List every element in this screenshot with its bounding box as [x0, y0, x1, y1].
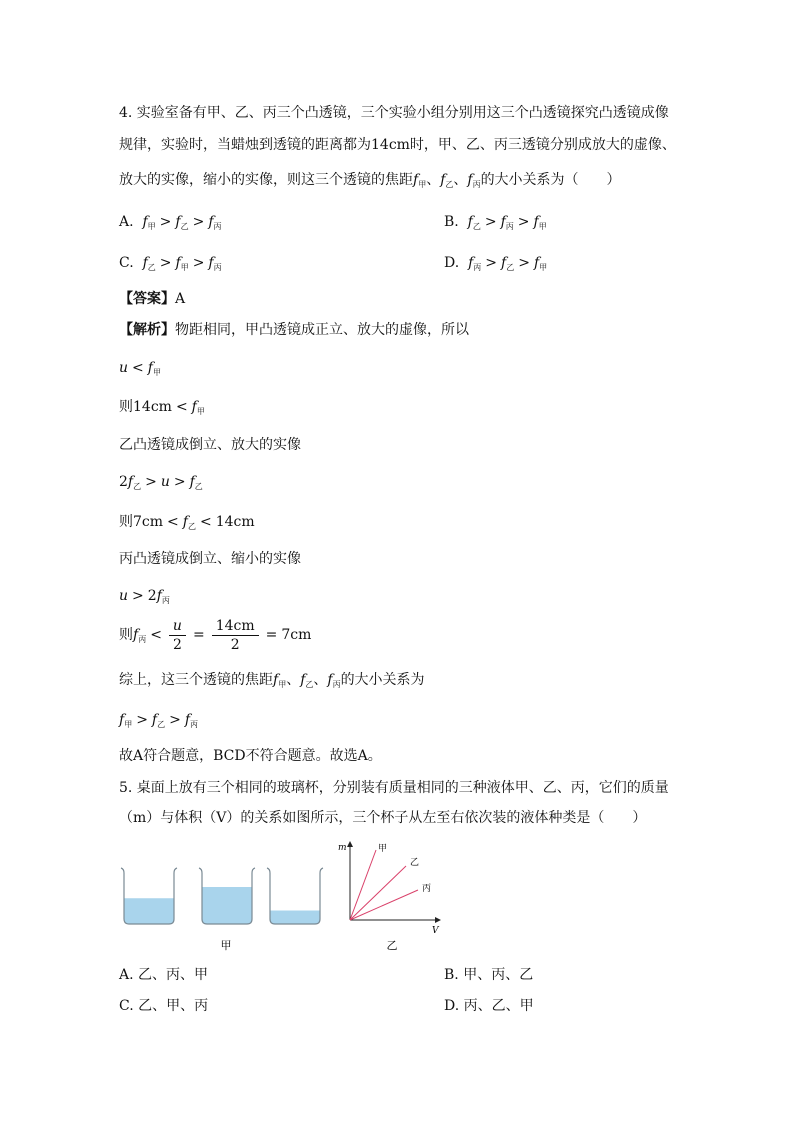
beaker-1	[121, 868, 177, 924]
graph-figure-caption: 乙	[386, 939, 398, 950]
summary-line: 综上，这三个透镜的焦距$f_甲$、$f_乙$、$f_丙$的大小关系为	[119, 672, 425, 689]
graph-x-label: V	[432, 926, 439, 936]
q4-analysis	[119, 320, 469, 340]
beaker-liquid	[124, 898, 174, 924]
beaker-liquid	[202, 887, 252, 924]
q4-answer	[119, 289, 185, 309]
q5-stem-line-2: （m）与体积（V）的关系如图所示，三个杯子从左至右依次装的液体种类是（ ）	[119, 810, 647, 826]
mv-graph-figure	[336, 838, 446, 950]
formula-2fyi-gt-u-gt-fyi: $2f_乙 > u > f_乙$	[119, 474, 203, 491]
q4-stem-line-3-text: 放大的实像，缩小的实像，则这三个透镜的焦距	[119, 172, 413, 188]
formula-fbing-fraction: 则$f_丙$ < $\frac{u}{2}$ = $\frac{14cm}{2}$ = 7cm	[119, 617, 312, 653]
graph-y-label: m	[338, 843, 347, 853]
graph-label-bing: 丙	[422, 884, 432, 894]
q5-option-b[interactable]: B. 甲、丙、乙	[444, 967, 534, 983]
fraction-14cm-over-2: $\frac{14cm}{2}$	[212, 617, 259, 654]
symbol-f-jia: $f_甲$	[413, 172, 427, 189]
graph-line-jia	[350, 850, 376, 920]
answer-label: 【答案】	[119, 291, 175, 307]
graph-line-yi	[350, 866, 406, 920]
graph-label-yi: 乙	[410, 858, 420, 868]
beaker-2	[199, 868, 255, 924]
q5-option-a[interactable]: A. 乙、丙、甲	[119, 967, 209, 983]
bing-lens-text: 丙凸透镜成倒立、缩小的实像	[119, 551, 301, 567]
q5-stem-line-1: 5. 桌面上放有三个相同的玻璃杯，分别装有质量相同的三种液体甲、乙、丙，它们的质量	[119, 780, 669, 796]
q4-stem-line-3: 放大的实像，缩小的实像，则这三个透镜的焦距$f_甲$、$f_乙$、$f_丙$的大小关系为（ ）	[119, 172, 621, 189]
formula-7cm-lt-fyi-lt-14cm: 则$7cm < f_乙 < 14cm$	[119, 514, 255, 531]
q4-stem-line-1: 4. 实验室备有甲、乙、丙三个凸透镜，三个实验小组分别用这三个凸透镜探究凸透镜成像	[119, 105, 669, 121]
q5-option-d[interactable]: D. 丙、乙、甲	[444, 998, 534, 1014]
formula-14cm-lt-fjia: 则$14cm < f_甲$	[119, 399, 205, 416]
graph-line-bing	[350, 890, 418, 920]
beaker-liquid	[270, 911, 320, 924]
q4-option-a[interactable]: A. $f_甲 > f_乙 > f_丙$	[119, 214, 222, 231]
q4-option-b[interactable]: B. $f_乙 > f_丙 > f_甲$	[444, 214, 547, 231]
formula-u-lt-fjia: $u < f_甲$	[119, 360, 161, 377]
q5-option-c[interactable]: C. 乙、甲、丙	[119, 998, 209, 1014]
beaker-figure-caption: 甲	[220, 939, 232, 952]
formula-final-order: $f_甲 > f_乙 > f_丙$	[119, 712, 199, 729]
q4-option-c[interactable]: C. $f_乙 > f_甲 > f_丙$	[119, 255, 222, 272]
answer-value: A	[175, 291, 186, 307]
fraction-u-over-2: $\frac{u}{2}$	[169, 617, 186, 654]
beaker-3	[267, 868, 323, 924]
q4-stem-line-3-tail: 的大小关系为（ ）	[480, 172, 621, 188]
symbol-f-yi: $f_乙$	[440, 172, 454, 189]
analysis-text: 物距相同，甲凸透镜成正立、放大的虚像，所以	[175, 322, 469, 338]
analysis-label: 【解析】	[119, 322, 175, 338]
beakers-figure	[115, 860, 345, 955]
formula-u-gt-2fbing: $u > 2f_丙$	[119, 588, 170, 605]
yi-lens-text: 乙凸透镜成倒立、放大的实像	[119, 437, 301, 453]
q4-option-d[interactable]: D. $f_丙 > f_乙 > f_甲$	[444, 255, 548, 272]
graph-label-jia: 甲	[378, 844, 388, 854]
symbol-f-bing: $f_丙$	[467, 172, 481, 189]
q4-stem-line-2: 规律，实验时，当蜡烛到透镜的距离都为14cm时，甲、乙、丙三透镜分别成放大的虚像、	[119, 137, 676, 153]
conclusion: 故A符合题意，BCD不符合题意。故选A。	[119, 748, 382, 764]
